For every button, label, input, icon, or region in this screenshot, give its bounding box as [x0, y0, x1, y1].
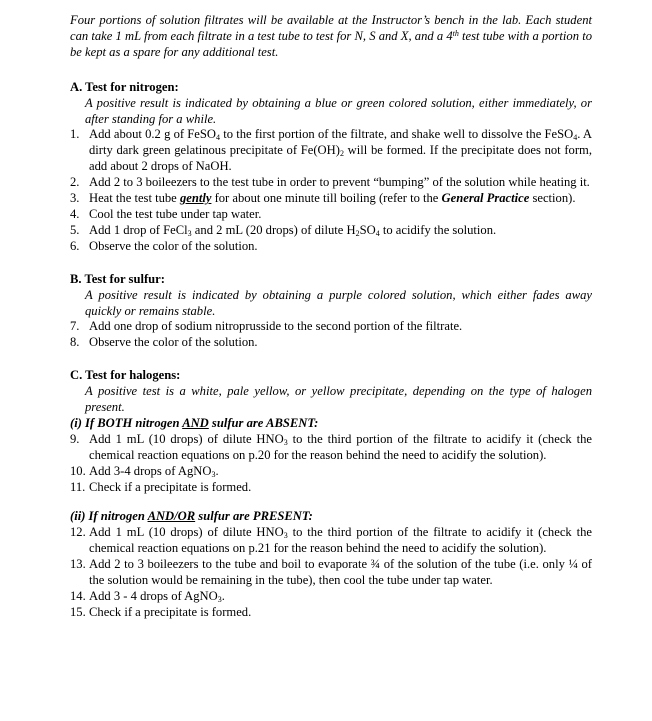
text-run: to acidify the solution. — [379, 222, 497, 237]
nitrogen-section — [70, 80, 592, 255]
step-8 — [70, 335, 592, 351]
step-3 — [70, 191, 592, 207]
step-number: 4. — [70, 206, 80, 221]
subheading-both-absent — [70, 416, 592, 432]
step-number: 11. — [70, 479, 86, 494]
step-text — [89, 589, 592, 605]
text-run: (ii) If nitrogen — [70, 509, 148, 524]
step-number: 8. — [70, 335, 80, 350]
emphasis-general-practice: General Practice — [441, 191, 530, 206]
subscript: 3 — [187, 228, 192, 238]
halogens-section — [70, 368, 592, 621]
step-text — [89, 191, 592, 207]
underlined-and: AND — [182, 415, 209, 430]
step-number: 13. — [70, 557, 86, 572]
step-number: 14. — [70, 589, 86, 603]
subscript: 3 — [283, 531, 288, 541]
step-5 — [70, 223, 592, 239]
step-text: Observe the color of the solution. — [89, 335, 258, 350]
step-number: 7. — [70, 319, 80, 334]
step-10 — [70, 464, 592, 480]
text-run: . — [221, 589, 225, 603]
step-12 — [70, 525, 592, 557]
sulfur-note: A positive result is indicated by obtaining a purple colored solution, which either fades away quickly or remains stable. — [85, 287, 592, 318]
subscript: 2 — [355, 228, 360, 238]
step-text — [89, 432, 592, 464]
subscript: 3 — [211, 469, 216, 479]
text-run: . A dirty dark green gelatinous precipitate of Fe(OH) — [89, 127, 592, 158]
halogens-heading: C. Test for halogens: — [70, 368, 181, 383]
intro-superscript: th — [452, 28, 459, 38]
step-text — [89, 127, 592, 175]
step-1 — [70, 127, 592, 175]
step-text: Observe the color of the solution. — [89, 238, 258, 253]
step-11 — [70, 480, 592, 496]
step-text: Add one drop of sodium nitroprusside to the second portion of the filtrate. — [89, 319, 463, 334]
text-run: sulfur are PRESENT: — [195, 509, 313, 524]
step-4 — [70, 207, 592, 223]
text-run: Add 1 mL (10 drops) of dilute HNO — [89, 431, 284, 446]
text-run: and 2 mL (20 drops) of dilute H — [191, 222, 356, 237]
step-number: 12. — [70, 525, 86, 540]
step-number: 10. — [70, 463, 86, 478]
intro-paragraph — [70, 13, 592, 61]
step-number: 9. — [70, 431, 80, 446]
step-text: Check if a precipitate is formed. — [89, 479, 252, 494]
sulfur-section — [70, 272, 592, 352]
step-number: 15. — [70, 604, 86, 619]
step-2 — [70, 175, 592, 191]
step-9 — [70, 432, 592, 464]
text-run: (i) If BOTH nitrogen — [70, 415, 183, 430]
text-run: Add 1 mL (10 drops) of dilute HNO — [89, 525, 284, 540]
subscript: 3 — [283, 437, 288, 447]
text-run: to the third portion of the filtrate to acidify it (check the chemical reaction equations on p.20 for the reason behind the need to acidify the solution). — [89, 431, 592, 462]
step-text: Add 2 to 3 boileezers to the test tube in order to prevent “bumping” of the solution while heating it. — [89, 175, 590, 190]
text-run: to the third portion of the filtrate to acidify it (check the chemical reaction equations on p.21 for the reason behind the need to acidify the solution). — [89, 525, 592, 556]
text-run: Add 3 - 4 drops of AgNO — [89, 589, 218, 603]
spacer — [70, 495, 592, 509]
step-number: 3. — [70, 191, 80, 206]
halogens-note: A positive test is a white, pale yellow, or yellow precipitate, depending on the type of halogen present. — [85, 384, 592, 415]
sulfur-heading: B. Test for sulfur: — [70, 271, 165, 286]
step-7 — [70, 319, 592, 335]
text-run: SO — [359, 222, 376, 237]
step-15 — [70, 605, 592, 621]
text-run: Add 1 drop of FeCl — [89, 222, 188, 237]
step-number: 6. — [70, 238, 80, 253]
text-run: section). — [529, 191, 576, 206]
step-text — [89, 223, 592, 239]
step-text — [89, 525, 592, 557]
text-run: Add 3-4 drops of AgNO — [89, 463, 212, 478]
nitrogen-heading: A. Test for nitrogen: — [70, 79, 179, 94]
subscript: 4 — [573, 133, 578, 143]
step-text — [89, 464, 592, 480]
step-13 — [70, 557, 592, 589]
emphasis-gently: gently — [179, 191, 212, 206]
step-number: 1. — [70, 127, 80, 142]
step-text: Check if a precipitate is formed. — [89, 604, 252, 619]
text-run: sulfur are ABSENT: — [208, 415, 319, 430]
text-run: will be formed. If the precipitate does not form, add about 2 drops of NaOH. — [89, 143, 592, 174]
step-14 — [70, 589, 592, 605]
step-number: 2. — [70, 175, 80, 190]
intro-text-end: test tube with a portion to be kept as a spare for any additional test. — [70, 28, 593, 59]
text-run: . — [215, 463, 219, 478]
step-text: Add 2 to 3 boileezers to the tube and boil to evaporate ¾ of the solution of the tube (i.e. only ¼ of the solution would be remaining in the tube), then cool the tube under tap water. — [89, 557, 592, 588]
intro-text: Four portions of solution filtrates will be available at the Instructor’s bench in the lab. Each student can take 1 mL from each filtrate in a test tube to test for N, S and X, and a 4 — [70, 13, 592, 43]
step-number: 5. — [70, 222, 80, 237]
nitrogen-note: A positive result is indicated by obtaining a blue or green colored solution, either immediately, or after standing for a while. — [85, 95, 592, 126]
underlined-and-or: AND/OR — [147, 509, 196, 524]
step-text: Cool the test tube under tap water. — [89, 206, 262, 221]
subscript: 4 — [375, 228, 380, 238]
text-run: Heat the test tube — [89, 191, 180, 206]
subscript: 3 — [217, 595, 222, 604]
text-run: for about one minute till boiling (refer to the — [211, 191, 442, 206]
subscript: 2 — [339, 149, 344, 159]
step-6 — [70, 239, 592, 255]
text-run: to the first portion of the filtrate, and shake well to dissolve the FeSO — [220, 127, 574, 142]
subscript: 4 — [216, 133, 220, 143]
subheading-present — [70, 509, 592, 525]
text-run: Add about 0.2 g of FeSO — [89, 127, 216, 142]
